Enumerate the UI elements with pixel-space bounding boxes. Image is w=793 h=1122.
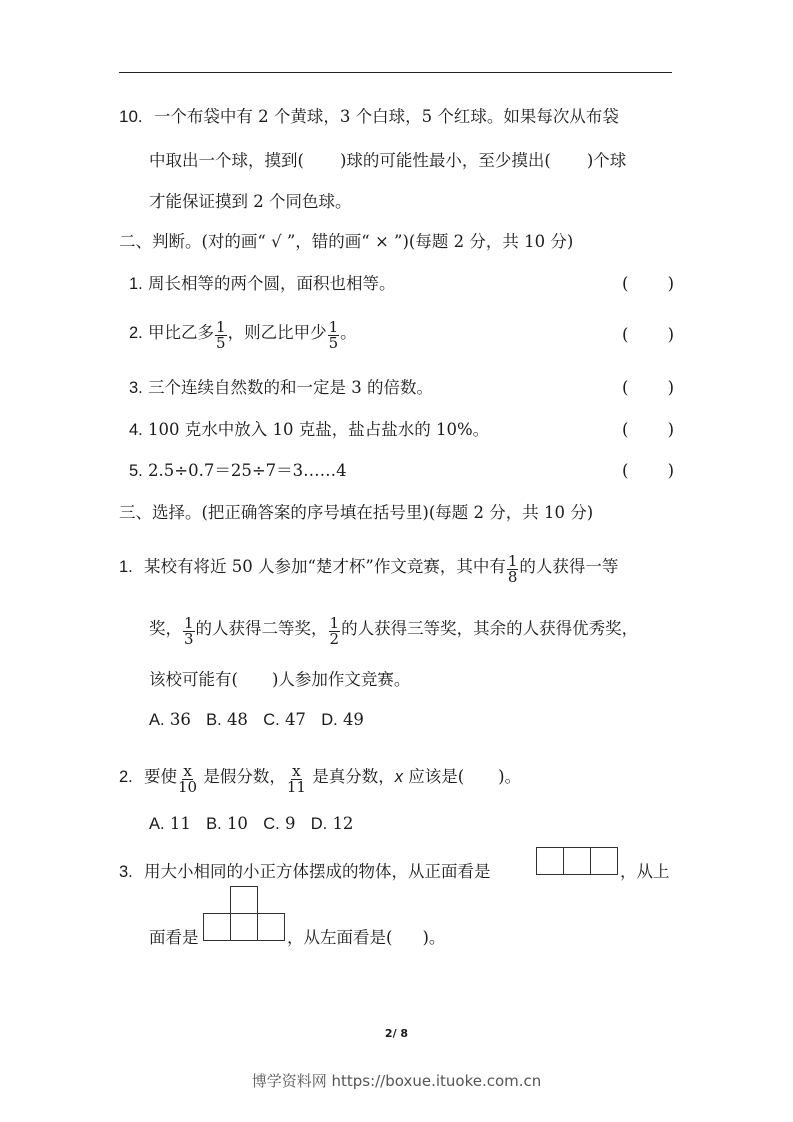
choice-q3-line1 (119, 862, 491, 882)
choice-q1-line3 (149, 670, 410, 690)
item-text: 2.5÷0.7＝25÷7＝3……4 (148, 461, 347, 480)
q10-text-1: 一个布袋中有 2 个黄球，3 个白球，5 个红球。如果每次从布袋 (153, 107, 619, 126)
q10-text-2a: 中取出一个球，摸到( (149, 151, 304, 170)
choice-q1-options (149, 710, 364, 730)
q10-text-2b: )球的可能性最小，至少摸出( (339, 151, 551, 170)
judge-item-4 (129, 420, 489, 440)
item-number: 3. (129, 379, 143, 397)
answer-parens[interactable]: ( ) (622, 325, 674, 344)
item-text: 该校可能有( (149, 670, 238, 689)
page-number: 2/ 8 (384, 1027, 409, 1040)
fraction: $\frac{1}{2}$ (329, 614, 340, 648)
judge-item-1 (129, 274, 396, 294)
item-text: 周长相等的两个圆，面积也相等。 (148, 274, 396, 293)
answer-parens[interactable]: ( ) (622, 420, 674, 439)
item-text: 奖， (149, 619, 182, 638)
item-text: 是真分数， (306, 767, 395, 786)
item-text: ，则乙比甲少 (227, 323, 327, 342)
choice-q1-line1 (119, 552, 619, 586)
option-d[interactable]: D. 12 (310, 814, 354, 833)
judge-item-3 (129, 378, 433, 398)
fraction: $\frac{x}{11}$ (286, 762, 306, 796)
item-number: 2. (119, 768, 133, 786)
option-a[interactable]: A. 11 (149, 814, 191, 833)
q10-line2 (149, 151, 626, 171)
item-text: 100 克水中放入 10 克盐，盐占盐水的 10%。 (148, 420, 490, 439)
fraction: $\frac{1}{5}$ (216, 318, 226, 352)
watermark: 博学资料网 https://boxue.ituoke.com.cn (251, 1072, 542, 1090)
item-number: 1. (119, 558, 133, 576)
fraction: $\frac{1}{8}$ (507, 552, 518, 586)
judge-item-2 (129, 318, 357, 352)
section3-title: 三、选择。(把正确答案的序号填在括号里)(每题 2 分，共 10 分) (119, 503, 594, 522)
fraction: $\frac{1}{5}$ (328, 318, 339, 352)
item-text: 的人获得一等 (519, 557, 619, 576)
option-b[interactable]: B. 48 (206, 710, 248, 729)
item-text: )。 (422, 928, 446, 947)
option-b[interactable]: B. 10 (206, 814, 248, 833)
option-c[interactable]: C. 9 (263, 814, 296, 833)
item-text: 的人获得二等奖， (195, 619, 328, 638)
choice-q2-options (149, 814, 353, 834)
item-number: 3. (119, 863, 133, 881)
answer-parens[interactable]: ( ) (622, 274, 674, 293)
item-text: 三个连续自然数的和一定是 3 的倍数。 (148, 378, 434, 397)
answer-parens[interactable]: ( ) (622, 461, 674, 480)
item-number: 1. (129, 275, 143, 293)
item-text: 要使 (144, 767, 178, 786)
item-text: 的人获得三等奖，其余的人获得优秀奖， (341, 619, 639, 638)
choice-q3-line1b: ，从上 (620, 862, 670, 881)
item-text: 甲比乙多 (148, 323, 215, 342)
judge-item-5 (129, 461, 347, 481)
variable-x: x (394, 768, 403, 786)
q10-line1 (119, 107, 619, 127)
item-text: ，从左面看是( (287, 928, 393, 947)
item-number: 5. (129, 462, 143, 480)
item-text: )人参加作文竞赛。 (271, 670, 411, 689)
answer-parens[interactable]: ( ) (622, 378, 674, 397)
item-text: 某校有将近 50 人参加“楚才杯”作文竞赛，其中有 (144, 557, 506, 576)
fraction: $\frac{x}{10}$ (178, 762, 198, 796)
option-c[interactable]: C. 47 (263, 710, 306, 729)
item-number: 4. (129, 421, 143, 439)
fraction: $\frac{1}{3}$ (184, 614, 194, 648)
q10-text-2c: )个球 (586, 151, 627, 170)
header-rule (119, 72, 672, 73)
choice-q1-line2 (149, 614, 639, 648)
item-number: 2. (129, 324, 143, 342)
item-text: 。 (340, 323, 357, 342)
item-text: 用大小相同的小正方体摆成的物体，从正面看是 (144, 862, 491, 881)
item-text: 应该是( (402, 767, 465, 786)
q10-number: 10. (119, 107, 143, 126)
q10-line3: 才能保证摸到 2 个同色球。 (149, 192, 352, 211)
choice-q3-line2a: 面看是 (149, 928, 199, 947)
choice-q2-line1 (119, 762, 522, 796)
option-a[interactable]: A. 36 (149, 710, 191, 729)
item-text: 是假分数， (198, 767, 286, 786)
section2-title: 二、判断。(对的画“ √ ”，错的画“ × ”)(每题 2 分，共 10 分) (119, 232, 574, 251)
item-text: )。 (498, 767, 522, 786)
choice-q3-line2b (287, 928, 445, 948)
option-d[interactable]: D. 49 (321, 710, 364, 729)
